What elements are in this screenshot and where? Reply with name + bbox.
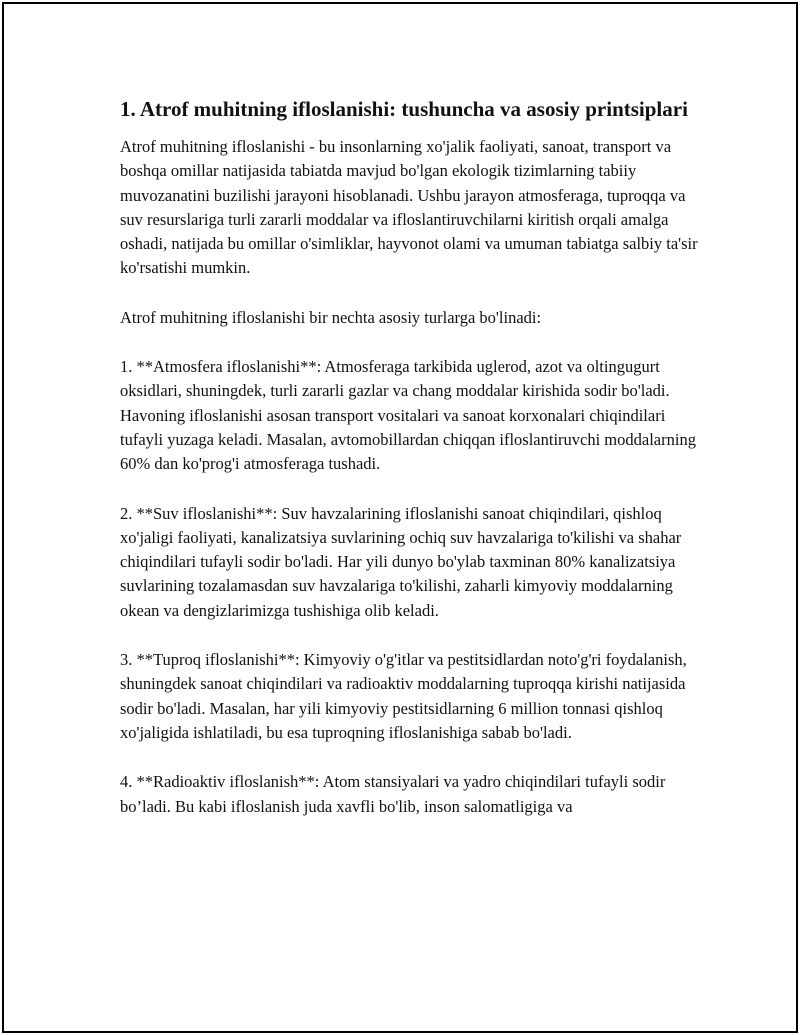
section-heading: 1. Atrof muhitning ifloslanishi: tushuncha va asosiy printsiplari (120, 97, 688, 121)
paragraph-types-intro: Atrof muhitning ifloslanishi bir nechta asosiy turlarga bo'linadi: (120, 307, 542, 327)
list-item-radioactive: 4. **Radioaktiv ifloslanish**: Atom stansiyalari va yadro chiqindilari tufayli sodir bo’ladi. Bu kabi ifloslanish juda xavfli bo'lib, inson salomatligiga va (120, 772, 666, 816)
paragraph-definition: Atrof muhitning ifloslanishi - bu insonlarning xo'jalik faoliyati, sanoat, transport va boshqa omillar natijasida tabiatda mavjud bo'lgan ekologik tizimlarning tabiiy muvozanatini buzilishi jarayoni hisoblanadi. Ushbu jarayon atmosferaga, tuproqqa va suv resurslariga turli zararli moddalar va ifloslantiruvchilarni kiritish orqali amalga oshadi, natijada bu omillar o'simliklar, hayvonot olami va umuman tabiatga salbiy ta'sir ko'rsatishi mumkin. (120, 137, 698, 278)
list-item-water: 2. **Suv ifloslanishi**: Suv havzalarining ifloslanishi sanoat chiqindilari, qishloq xo'jaligi faoliyati, kanalizatsiya suvlarining ochiq suv havzalariga to'kilishi va shahar chiqindilari tufayli sodir bo'ladi. Har yili dunyo bo'ylab taxminan 80% kanalizatsiya suvlarining tozalamasdan suv havzalariga to'kilishi, zaharli kimyoviy moddalarning okean va dengizlarimizga tushishiga olib keladi. (120, 503, 682, 620)
list-item-atmosphere: 1. **Atmosfera ifloslanishi**: Atmosferaga tarkibida uglerod, azot va oltingugurt oksidlari, shuningdek, turli zararli gazlar va chang moddalar kirishida sodir bo'ladi. Havoning ifloslanishi asosan transport vositalari va sanoat korxonalari chiqindilari tufayli yuzaga keladi. Masalan, avtomobillardan chiqqan ifloslantiruvchi moddalarning 60% dan ko'prog'i atmosferaga tushadi. (120, 357, 696, 474)
document-body (120, 96, 700, 819)
list-item-soil: 3. **Tuproq ifloslanishi**: Kimyoviy o'g'itlar va pestitsidlardan noto'g'ri foydalanish, shuningdek sanoat chiqindilari va radioaktiv moddalarning tuproqqa kirishi natijasida sodir bo'ladi. Masalan, har yili kimyoviy pestitsidlarning 6 million tonnasi qishloq xo'jaligida ishlatiladi, bu esa tuproqning ifloslanishiga sabab bo'ladi. (120, 650, 687, 742)
document-page (2, 2, 798, 1033)
